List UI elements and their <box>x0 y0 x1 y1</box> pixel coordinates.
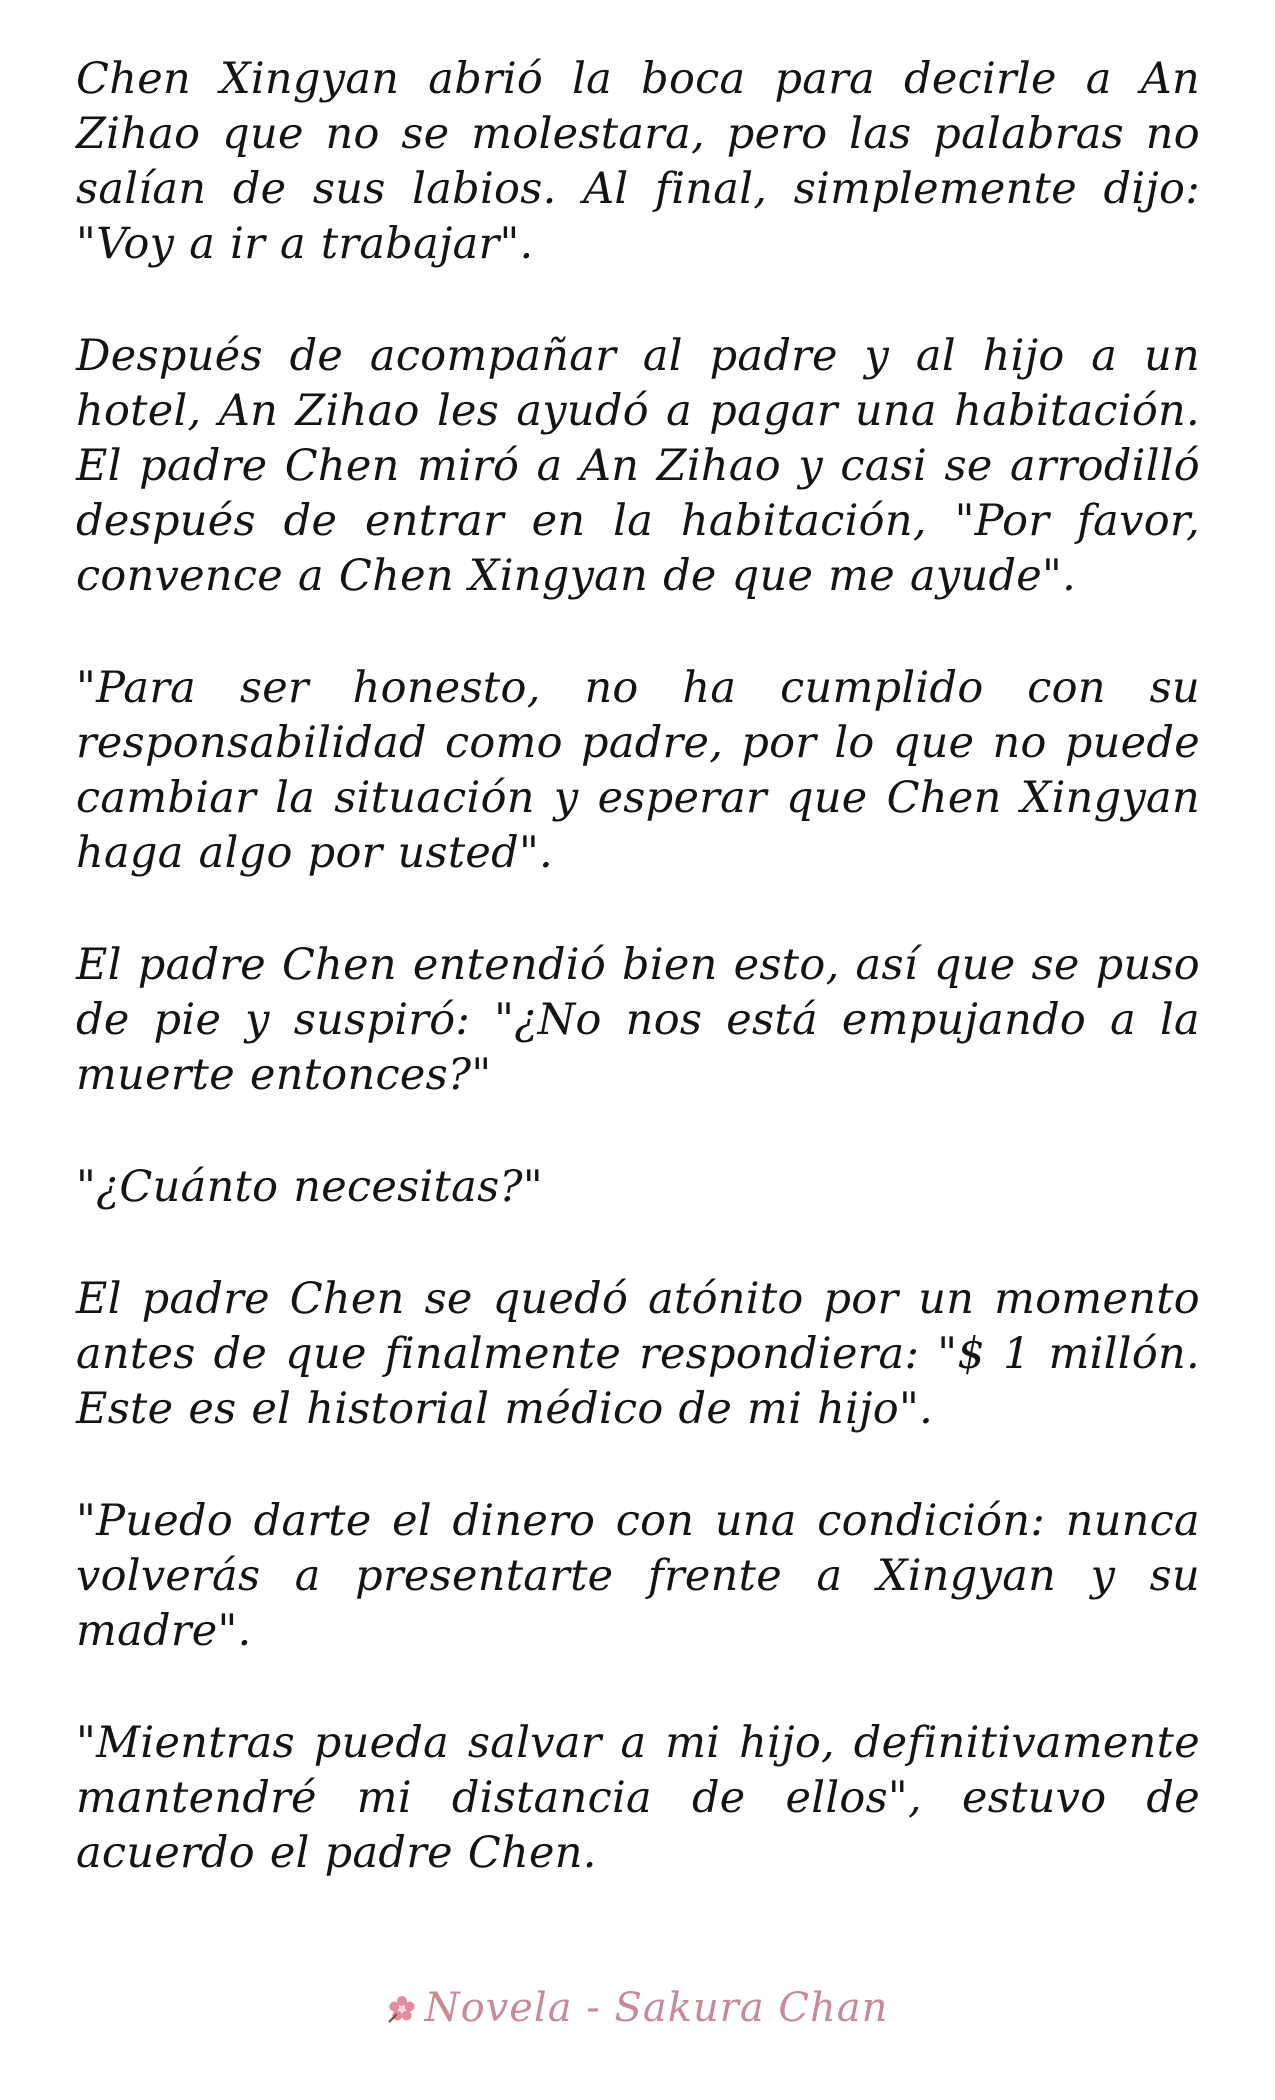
paragraph-2: Después de acompañar al padre y al hijo a un hotel, An Zihao les ayudó a pagar una habitación. El padre Chen miró a An Zihao y casi se arrodilló después de entrar en la habitación, "Por favor, convence a Chen Xingyan de que me ayude". <box>76 331 1200 601</box>
sakura-blossom-icon <box>387 1988 417 2034</box>
paragraph-1: Chen Xingyan abrió la boca para decirle a An Zihao que no se molestara, pero las palabras no salían de sus labios. Al final, simplemente dijo: "Voy a ir a trabajar". <box>76 54 1200 269</box>
paragraph-8: "Mientras pueda salvar a mi hijo, definitivamente mantendré mi distancia de ellos", estuvo de acuerdo el padre Chen. <box>76 1718 1200 1878</box>
paragraph-5: "¿Cuánto necesitas?" <box>76 1162 543 1212</box>
paragraph-4: El padre Chen entendió bien esto, así que se puso de pie y suspiró: "¿No nos está empujando a la muerte entonces?" <box>76 940 1200 1100</box>
watermark <box>0 1985 1275 2034</box>
paragraph-6: El padre Chen se quedó atónito por un momento antes de que finalmente respondiera: "$ 1 millón. Este es el historial médico de mi hijo". <box>76 1274 1200 1434</box>
paragraph-7: "Puedo darte el dinero con una condición: nunca volverás a presentarte frente a Xingyan y su madre". <box>76 1496 1200 1656</box>
document-body <box>76 52 1200 1938</box>
watermark-text: Novela - Sakura Chan <box>424 1985 889 2031</box>
paragraph-3: "Para ser honesto, no ha cumplido con su responsabilidad como padre, por lo que no puede cambiar la situación y esperar que Chen Xingyan haga algo por usted". <box>76 663 1200 878</box>
